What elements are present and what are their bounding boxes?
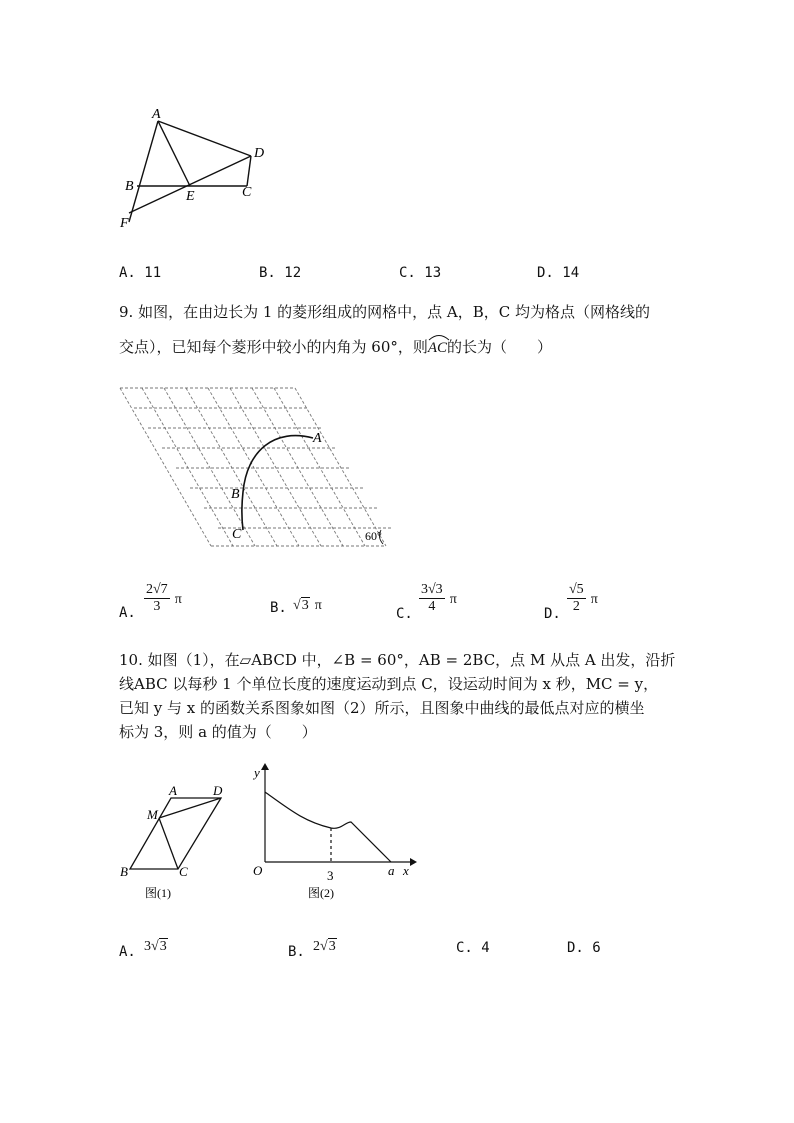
fig1-caption: 图(1): [145, 886, 171, 900]
q10-option-b-prefix: B.: [288, 944, 305, 960]
fig1-label-B: B: [120, 864, 128, 879]
fig1-label-D: D: [213, 783, 223, 798]
q9-option-b-pi: π: [314, 598, 322, 613]
label-E: E: [186, 189, 195, 204]
q9-angle-label: 60°: [365, 529, 382, 543]
q10-option-a-coef: 3: [144, 939, 151, 954]
q8-option-b: B. 12: [259, 265, 302, 281]
fig2-label-3: 3: [327, 868, 334, 883]
q9-option-b-radicand: 3: [301, 598, 309, 613]
q10-stem-line2: 线ABC 以每秒 1 个单位长度的速度运动到点 C，设运动时间为 x 秒，MC = y，: [119, 675, 659, 693]
q9-option-a-num: 2√7: [146, 582, 168, 597]
label-D: D: [254, 146, 265, 161]
q9-option-b-value: √3 π: [293, 598, 322, 613]
q10-stem-line3: 已知 y 与 x 的函数关系图象如图（2）所示，且图象中曲线的最低点对应的横坐: [119, 699, 645, 717]
q9-option-d-num: √5: [569, 582, 584, 597]
q9-stem-line2: [119, 336, 552, 358]
q10-stem-line1: 10. 如图（1），在▱ABCD 中，∠B = 60°，AB = 2BC，点 M 从点 A 出发，沿折: [119, 651, 676, 669]
q9-stem-line2-post: 的长为（ ）: [447, 338, 553, 356]
q9-option-a-value: [144, 582, 182, 615]
q9-stem-line1: 9. 如图，在由边长为 1 的菱形组成的网格中，点 A，B，C 均为格点（网格线的: [119, 303, 651, 321]
q10-option-a-value: 3√3: [144, 939, 167, 954]
q9-option-d-den: 2: [572, 599, 580, 614]
label-C: C: [242, 185, 252, 200]
q9-option-c-prefix: C.: [396, 606, 413, 622]
q10-option-b-radicand: 3: [328, 939, 336, 954]
fig2-label-y: y: [254, 765, 260, 780]
q10-option-b-coef: 2: [313, 939, 320, 954]
q10-option-a-prefix: A.: [119, 944, 136, 960]
fig2-label-x: x: [403, 863, 409, 878]
q9-stem-line2-pre: 交点），已知每个菱形中较小的内角为 60°，则: [119, 338, 428, 356]
q10-option-d: D. 6: [567, 940, 601, 956]
fig1-label-A: A: [169, 783, 177, 798]
q9-option-c-den: 4: [428, 599, 436, 614]
q10-option-b-value: 2√3: [313, 939, 336, 954]
q9-option-c-pi: π: [449, 592, 457, 607]
q10-option-a-radicand: 3: [159, 939, 167, 954]
q10-option-c: C. 4: [456, 940, 490, 956]
q10-figure-2: [245, 762, 425, 910]
q9-rhombus-grid-figure: [115, 380, 395, 555]
fig2-label-O: O: [253, 863, 263, 878]
q10-figure-1: [115, 778, 240, 908]
q9-option-b-prefix: B.: [270, 600, 287, 616]
q8-option-d: D. 14: [537, 265, 580, 281]
label-A: A: [152, 107, 161, 122]
q9-option-d-pi: π: [590, 592, 598, 607]
q9-label-C: C: [232, 527, 242, 542]
q9-option-d-value: [567, 582, 598, 615]
fig2-label-a: a: [388, 863, 395, 878]
q9-option-a-prefix: A.: [119, 605, 136, 621]
label-B: B: [125, 179, 134, 194]
q9-label-A: A: [313, 431, 322, 446]
q9-option-c-num: 3√3: [421, 582, 443, 597]
q9-arc-label: AC: [428, 336, 447, 358]
q9-option-a-den: 3: [153, 599, 161, 614]
label-F: F: [120, 216, 129, 231]
q8-option-c: C. 13: [399, 265, 442, 281]
q8-figure: [110, 100, 290, 235]
fig2-caption: 图(2): [308, 886, 334, 900]
q9-label-B: B: [231, 487, 240, 502]
fig1-label-C: C: [179, 864, 188, 879]
q8-option-a: A. 11: [119, 265, 162, 281]
q9-option-a-pi: π: [174, 592, 182, 607]
q10-stem-line4: 标为 3，则 a 的值为（ ）: [119, 723, 317, 741]
q9-option-c-value: [419, 582, 457, 615]
q9-option-d-prefix: D.: [544, 606, 561, 622]
fig1-label-M: M: [147, 807, 158, 822]
